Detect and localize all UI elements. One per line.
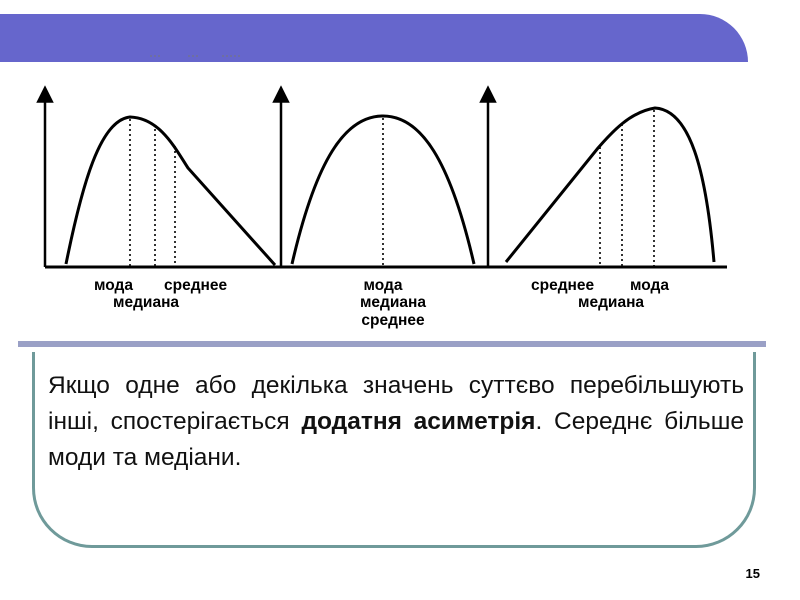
callout-text-start: Якщо одне або декілька значень суттєво перебільшують інші, спостерігається xyxy=(48,372,744,435)
label-median: медиана xyxy=(578,294,645,311)
skew-curve xyxy=(66,117,275,265)
skew-curve xyxy=(506,108,714,262)
label-mode: мода xyxy=(630,277,669,294)
label-mean: среднее xyxy=(164,277,228,294)
label-median: медиана xyxy=(359,294,427,311)
callout-text-end: . Середнє більше моди та медіани. xyxy=(48,408,744,471)
callout-bold-term: додатня асиметрія xyxy=(301,408,536,435)
label-mode: мода xyxy=(363,277,403,294)
panel-negative-skew xyxy=(488,94,714,311)
page-number: 15 xyxy=(745,566,760,581)
panel-symmetric xyxy=(281,94,474,329)
panel-positive-skew xyxy=(45,94,275,311)
divider xyxy=(18,341,766,347)
label-mean: среднее xyxy=(531,277,595,294)
label-mean: среднее xyxy=(361,312,425,329)
callout-text xyxy=(48,368,744,476)
label-mode: мода xyxy=(94,277,133,294)
label-median: медиана xyxy=(113,294,180,311)
